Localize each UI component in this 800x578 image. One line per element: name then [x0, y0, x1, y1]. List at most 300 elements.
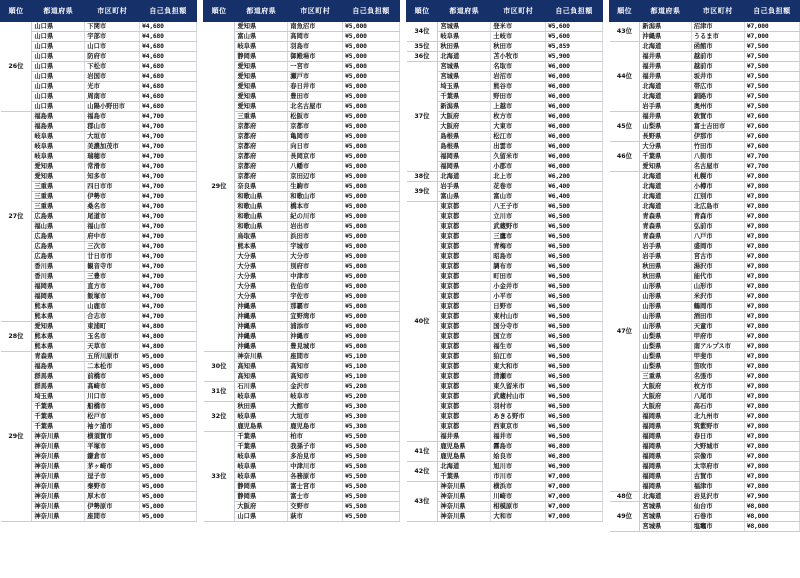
city-cell: 玉名市: [85, 332, 140, 342]
city-cell: 宜野湾市: [288, 312, 343, 322]
amount-cell: ¥6,500: [546, 322, 603, 332]
rank-cell: 26位: [1, 22, 32, 112]
prefecture-cell: 福岡県: [438, 162, 491, 172]
prefecture-cell: 山形県: [640, 282, 691, 292]
ranking-table: [609, 0, 800, 532]
amount-cell: ¥7,800: [744, 402, 799, 412]
amount-cell: ¥5,000: [343, 202, 400, 212]
prefecture-cell: 奈良県: [235, 182, 288, 192]
amount-cell: ¥5,000: [343, 152, 400, 162]
amount-cell: ¥6,500: [546, 302, 603, 312]
city-cell: 相模原市: [491, 502, 546, 512]
city-cell: 熊谷市: [491, 82, 546, 92]
amount-cell: ¥7,600: [744, 132, 799, 142]
prefecture-cell: 京都府: [235, 172, 288, 182]
amount-cell: ¥5,100: [343, 352, 400, 362]
city-cell: 一宮市: [288, 62, 343, 72]
amount-cell: ¥7,800: [744, 192, 799, 202]
prefecture-cell: 山口県: [32, 102, 85, 112]
prefecture-cell: 秋田県: [640, 272, 691, 282]
amount-cell: ¥6,900: [546, 462, 603, 472]
prefecture-cell: 熊本県: [32, 302, 85, 312]
city-cell: 筑紫野市: [691, 422, 744, 432]
city-cell: 大垣市: [288, 412, 343, 422]
prefecture-cell: 高知県: [235, 362, 288, 372]
prefecture-cell: 広島県: [32, 252, 85, 262]
city-cell: 川崎市: [491, 492, 546, 502]
prefecture-cell: 福岡県: [640, 462, 691, 472]
prefecture-cell: 山梨県: [640, 332, 691, 342]
city-cell: 鹿児島市: [288, 422, 343, 432]
header-prefecture: 都道府県: [235, 1, 288, 22]
city-cell: 逗子市: [85, 472, 140, 482]
prefecture-cell: 神奈川県: [438, 482, 491, 492]
table-row: [407, 482, 603, 492]
amount-cell: ¥6,500: [546, 202, 603, 212]
prefecture-cell: 東京都: [438, 322, 491, 332]
city-cell: 東久留米市: [491, 382, 546, 392]
prefecture-cell: 青森県: [640, 232, 691, 242]
prefecture-cell: 神奈川県: [438, 492, 491, 502]
city-cell: 大和市: [491, 512, 546, 522]
city-cell: 武蔵野市: [491, 222, 546, 232]
rank-cell: 27位: [1, 112, 32, 322]
amount-cell: ¥7,800: [744, 242, 799, 252]
amount-cell: ¥4,700: [140, 152, 197, 162]
city-cell: 紀の川市: [288, 212, 343, 222]
rank-cell: 35位: [407, 42, 438, 52]
amount-cell: ¥6,500: [546, 352, 603, 362]
city-cell: 苫小牧市: [491, 52, 546, 62]
prefecture-cell: 広島県: [32, 232, 85, 242]
amount-cell: ¥5,000: [343, 332, 400, 342]
amount-cell: ¥6,500: [546, 372, 603, 382]
city-cell: 名取市: [491, 62, 546, 72]
city-cell: 東村山市: [491, 312, 546, 322]
amount-cell: ¥5,500: [343, 472, 400, 482]
prefecture-cell: 山梨県: [640, 362, 691, 372]
prefecture-cell: 東京都: [438, 262, 491, 272]
prefecture-cell: 山口県: [32, 22, 85, 32]
amount-cell: ¥7,800: [744, 182, 799, 192]
amount-cell: ¥5,000: [343, 222, 400, 232]
amount-cell: ¥7,800: [744, 442, 799, 452]
table-row: [204, 382, 400, 392]
amount-cell: ¥6,500: [546, 252, 603, 262]
amount-cell: ¥7,500: [744, 82, 799, 92]
city-cell: 伊那市: [691, 132, 744, 142]
prefecture-cell: 東京都: [438, 332, 491, 342]
ranking-table: [406, 0, 603, 522]
table-row: [407, 202, 603, 212]
amount-cell: ¥6,500: [546, 222, 603, 232]
prefecture-cell: 愛知県: [235, 22, 288, 32]
prefecture-cell: 宮城県: [438, 62, 491, 72]
prefecture-cell: 宮城県: [640, 522, 691, 532]
amount-cell: ¥5,000: [140, 442, 197, 452]
city-cell: 昭島市: [491, 252, 546, 262]
city-cell: 豊田市: [288, 92, 343, 102]
city-cell: 宇部市: [85, 32, 140, 42]
ranking-panel-2: [203, 0, 400, 578]
table-row: [610, 22, 800, 32]
table-row: [204, 402, 400, 412]
prefecture-cell: 北海道: [640, 92, 691, 102]
city-cell: 北上市: [491, 172, 546, 182]
city-cell: 太宰府市: [691, 462, 744, 472]
city-cell: 柏市: [288, 432, 343, 442]
city-cell: 八戸市: [691, 232, 744, 242]
amount-cell: ¥5,100: [343, 362, 400, 372]
amount-cell: ¥4,700: [140, 172, 197, 182]
prefecture-cell: 岐阜県: [235, 452, 288, 462]
amount-cell: ¥8,000: [744, 512, 799, 522]
prefecture-cell: 青森県: [640, 212, 691, 222]
prefecture-cell: 北海道: [438, 172, 491, 182]
amount-cell: ¥5,000: [343, 142, 400, 152]
prefecture-cell: 岩手県: [640, 252, 691, 262]
prefecture-cell: 長野県: [640, 132, 691, 142]
prefecture-cell: 和歌山県: [235, 222, 288, 232]
city-cell: 常滑市: [85, 162, 140, 172]
table-row: [407, 42, 603, 52]
prefecture-cell: 埼玉県: [438, 82, 491, 92]
city-cell: 秋田市: [491, 42, 546, 52]
prefecture-cell: 静岡県: [235, 482, 288, 492]
amount-cell: ¥5,000: [140, 502, 197, 512]
amount-cell: ¥6,500: [546, 272, 603, 282]
amount-cell: ¥4,700: [140, 312, 197, 322]
prefecture-cell: 神奈川県: [32, 512, 85, 522]
city-cell: 登米市: [491, 22, 546, 32]
header-amount: 自己負担額: [744, 1, 799, 22]
prefecture-cell: 福島県: [32, 122, 85, 132]
amount-cell: ¥5,500: [343, 442, 400, 452]
table-row: [1, 112, 197, 122]
header-prefecture: 都道府県: [32, 1, 85, 22]
prefecture-cell: 三重県: [235, 112, 288, 122]
city-cell: 府中市: [85, 232, 140, 242]
prefecture-cell: 福岡県: [640, 432, 691, 442]
amount-cell: ¥4,700: [140, 292, 197, 302]
city-cell: 野田市: [491, 92, 546, 102]
prefecture-cell: 宮城県: [438, 72, 491, 82]
prefecture-cell: 福井県: [640, 112, 691, 122]
city-cell: 秦野市: [85, 482, 140, 492]
city-cell: 霧島市: [491, 442, 546, 452]
city-cell: 橋本市: [288, 202, 343, 212]
table-row: [1, 22, 197, 32]
city-cell: 中津市: [288, 272, 343, 282]
city-cell: 佐伯市: [288, 282, 343, 292]
amount-cell: ¥6,000: [546, 82, 603, 92]
city-cell: 岩沼市: [491, 72, 546, 82]
city-cell: 日野市: [491, 302, 546, 312]
prefecture-cell: 東京都: [438, 352, 491, 362]
prefecture-cell: 福岡県: [640, 482, 691, 492]
amount-cell: ¥7,800: [744, 342, 799, 352]
prefecture-cell: 沖縄県: [235, 342, 288, 352]
city-cell: 塩竈市: [691, 522, 744, 532]
city-cell: 名古屋市: [691, 162, 744, 172]
city-cell: 三鷹市: [491, 232, 546, 242]
amount-cell: ¥6,000: [546, 162, 603, 172]
prefecture-cell: 宮城県: [438, 22, 491, 32]
prefecture-cell: 愛知県: [235, 62, 288, 72]
prefecture-cell: 福岡県: [640, 472, 691, 482]
prefecture-cell: 三重県: [32, 182, 85, 192]
prefecture-cell: 山口県: [32, 62, 85, 72]
prefecture-cell: 三重県: [32, 192, 85, 202]
city-cell: 南アルプス市: [691, 342, 744, 352]
prefecture-cell: 大分県: [235, 272, 288, 282]
header-row: [1, 1, 197, 22]
amount-cell: ¥7,500: [744, 62, 799, 72]
rank-cell: 49位: [610, 502, 640, 532]
rank-cell: 40位: [407, 202, 438, 442]
prefecture-cell: 神奈川県: [438, 502, 491, 512]
city-cell: 北名古屋市: [288, 102, 343, 112]
city-cell: 富士宮市: [288, 482, 343, 492]
prefecture-cell: 京都府: [235, 152, 288, 162]
prefecture-cell: 秋田県: [235, 402, 288, 412]
header-prefecture: 都道府県: [640, 1, 691, 22]
prefecture-cell: 秋田県: [438, 42, 491, 52]
amount-cell: ¥4,700: [140, 132, 197, 142]
prefecture-cell: 北海道: [640, 192, 691, 202]
prefecture-cell: 鹿児島県: [235, 422, 288, 432]
prefecture-cell: 鹿児島県: [438, 442, 491, 452]
prefecture-cell: 大阪府: [640, 382, 691, 392]
prefecture-cell: 山口県: [32, 72, 85, 82]
city-cell: 松戸市: [85, 412, 140, 422]
city-cell: 飯塚市: [85, 292, 140, 302]
amount-cell: ¥4,700: [140, 222, 197, 232]
city-cell: 松阪市: [288, 112, 343, 122]
amount-cell: ¥4,700: [140, 242, 197, 252]
city-cell: 岩見沢市: [691, 492, 744, 502]
city-cell: 亀岡市: [288, 132, 343, 142]
amount-cell: ¥5,000: [343, 182, 400, 192]
amount-cell: ¥5,000: [343, 172, 400, 182]
amount-cell: ¥4,800: [140, 332, 197, 342]
amount-cell: ¥5,000: [343, 122, 400, 132]
amount-cell: ¥7,800: [744, 432, 799, 442]
rank-cell: 29位: [1, 352, 32, 522]
rank-cell: 43位: [610, 22, 640, 42]
rank-cell: 32位: [204, 402, 235, 432]
amount-cell: ¥6,500: [546, 382, 603, 392]
prefecture-cell: 山梨県: [640, 342, 691, 352]
amount-cell: ¥5,600: [546, 32, 603, 42]
prefecture-cell: 福岡県: [438, 152, 491, 162]
city-cell: 西東京市: [491, 422, 546, 432]
city-cell: 枚方市: [691, 382, 744, 392]
prefecture-cell: 神奈川県: [32, 442, 85, 452]
amount-cell: ¥5,000: [343, 252, 400, 262]
table-row: [407, 62, 603, 72]
prefecture-cell: 山口県: [32, 42, 85, 52]
prefecture-cell: 山口県: [32, 82, 85, 92]
prefecture-cell: 三重県: [640, 372, 691, 382]
amount-cell: ¥5,000: [140, 512, 197, 522]
amount-cell: ¥5,000: [140, 382, 197, 392]
amount-cell: ¥7,800: [744, 262, 799, 272]
amount-cell: ¥4,680: [140, 62, 197, 72]
header-city: 市区町村: [288, 1, 343, 22]
amount-cell: ¥5,859: [546, 42, 603, 52]
prefecture-cell: 東京都: [438, 202, 491, 212]
amount-cell: ¥5,000: [140, 492, 197, 502]
prefecture-cell: 大分県: [235, 252, 288, 262]
city-cell: 下関市: [85, 22, 140, 32]
amount-cell: ¥6,500: [546, 312, 603, 322]
table-row: [407, 462, 603, 472]
city-cell: 鶴岡市: [691, 302, 744, 312]
prefecture-cell: 岐阜県: [235, 392, 288, 402]
amount-cell: ¥5,000: [343, 102, 400, 112]
amount-cell: ¥5,000: [140, 372, 197, 382]
city-cell: 狛江市: [491, 352, 546, 362]
prefecture-cell: 福井県: [640, 72, 691, 82]
amount-cell: ¥5,000: [140, 402, 197, 412]
amount-cell: ¥5,500: [343, 462, 400, 472]
city-cell: 町田市: [491, 272, 546, 282]
rank-cell: 42位: [407, 462, 438, 482]
amount-cell: ¥6,500: [546, 232, 603, 242]
prefecture-cell: 岐阜県: [235, 472, 288, 482]
prefecture-cell: 福井県: [640, 62, 691, 72]
city-cell: 富士市: [288, 492, 343, 502]
amount-cell: ¥7,800: [744, 332, 799, 342]
amount-cell: ¥6,000: [546, 112, 603, 122]
city-cell: 二本松市: [85, 362, 140, 372]
city-cell: 八王子市: [491, 202, 546, 212]
rank-cell: 39位: [407, 182, 438, 202]
city-cell: 調布市: [491, 262, 546, 272]
prefecture-cell: 岩手県: [640, 242, 691, 252]
amount-cell: ¥7,800: [744, 482, 799, 492]
amount-cell: ¥4,680: [140, 92, 197, 102]
rank-cell: 45位: [610, 112, 640, 142]
city-cell: 長岡京市: [288, 152, 343, 162]
city-cell: 尾道市: [85, 212, 140, 222]
city-cell: 向日市: [288, 142, 343, 152]
city-cell: 青森市: [691, 212, 744, 222]
amount-cell: ¥5,000: [343, 52, 400, 62]
header-rank: 順位: [1, 1, 32, 22]
city-cell: 袖ケ浦市: [85, 422, 140, 432]
prefecture-cell: 大分県: [235, 292, 288, 302]
city-cell: 敦賀市: [691, 112, 744, 122]
prefecture-cell: 山梨県: [640, 122, 691, 132]
amount-cell: ¥5,000: [343, 212, 400, 222]
rank-cell: 44位: [610, 42, 640, 112]
prefecture-cell: 東京都: [438, 372, 491, 382]
city-cell: 立川市: [491, 212, 546, 222]
amount-cell: ¥6,500: [546, 402, 603, 412]
city-cell: うるま市: [691, 32, 744, 42]
amount-cell: ¥7,500: [744, 72, 799, 82]
prefecture-cell: 熊本県: [32, 312, 85, 322]
rank-cell: 36位: [407, 52, 438, 62]
city-cell: 金沢市: [288, 382, 343, 392]
city-cell: 四日市市: [85, 182, 140, 192]
prefecture-cell: 沖縄県: [235, 302, 288, 312]
amount-cell: ¥4,700: [140, 212, 197, 222]
prefecture-cell: 熊本県: [32, 342, 85, 352]
header-row: [204, 1, 400, 22]
city-cell: 三次市: [85, 242, 140, 252]
prefecture-cell: 沖縄県: [235, 322, 288, 332]
city-cell: 瀬戸市: [288, 72, 343, 82]
prefecture-cell: 千葉県: [32, 402, 85, 412]
amount-cell: ¥7,700: [744, 162, 799, 172]
city-cell: 合志市: [85, 312, 140, 322]
table-row: [407, 22, 603, 32]
prefecture-cell: 神奈川県: [32, 502, 85, 512]
rank-cell: 28位: [1, 322, 32, 352]
header-rank: 順位: [407, 1, 438, 22]
city-cell: 北広島市: [691, 202, 744, 212]
city-cell: 小郡市: [491, 162, 546, 172]
amount-cell: ¥7,800: [744, 212, 799, 222]
prefecture-cell: 京都府: [235, 162, 288, 172]
city-cell: 鎌倉市: [85, 452, 140, 462]
prefecture-cell: 福井県: [640, 52, 691, 62]
city-cell: 南魚沼市: [288, 22, 343, 32]
amount-cell: ¥5,000: [343, 92, 400, 102]
prefecture-cell: 岩手県: [640, 102, 691, 112]
prefecture-cell: 群馬県: [32, 372, 85, 382]
prefecture-cell: 広島県: [32, 212, 85, 222]
amount-cell: ¥5,000: [140, 392, 197, 402]
city-cell: 古賀市: [691, 472, 744, 482]
city-cell: 出雲市: [491, 142, 546, 152]
amount-cell: ¥5,200: [343, 382, 400, 392]
amount-cell: ¥4,700: [140, 162, 197, 172]
city-cell: 多治見市: [288, 452, 343, 462]
amount-cell: ¥7,500: [744, 42, 799, 52]
city-cell: 越前市: [691, 52, 744, 62]
city-cell: 沼津市: [691, 22, 744, 32]
amount-cell: ¥6,500: [546, 342, 603, 352]
amount-cell: ¥5,000: [343, 292, 400, 302]
rank-cell: 30位: [204, 352, 235, 382]
city-cell: 直方市: [85, 282, 140, 292]
city-cell: 奥州市: [691, 102, 744, 112]
prefecture-cell: 石川県: [235, 382, 288, 392]
amount-cell: ¥5,500: [343, 452, 400, 462]
amount-cell: ¥6,000: [546, 152, 603, 162]
prefecture-cell: 東京都: [438, 242, 491, 252]
prefecture-cell: 神奈川県: [438, 512, 491, 522]
city-cell: 周南市: [85, 92, 140, 102]
amount-cell: ¥7,800: [744, 382, 799, 392]
prefecture-cell: 沖縄県: [640, 32, 691, 42]
amount-cell: ¥4,800: [140, 322, 197, 332]
city-cell: 宮古市: [691, 252, 744, 262]
prefecture-cell: 福島県: [32, 362, 85, 372]
prefecture-cell: 山梨県: [640, 352, 691, 362]
table-row: [204, 352, 400, 362]
prefecture-cell: 東京都: [438, 312, 491, 322]
city-cell: 別府市: [288, 262, 343, 272]
city-cell: 坂井市: [691, 72, 744, 82]
prefecture-cell: 宮城県: [640, 512, 691, 522]
amount-cell: ¥7,000: [546, 502, 603, 512]
amount-cell: ¥5,300: [343, 412, 400, 422]
